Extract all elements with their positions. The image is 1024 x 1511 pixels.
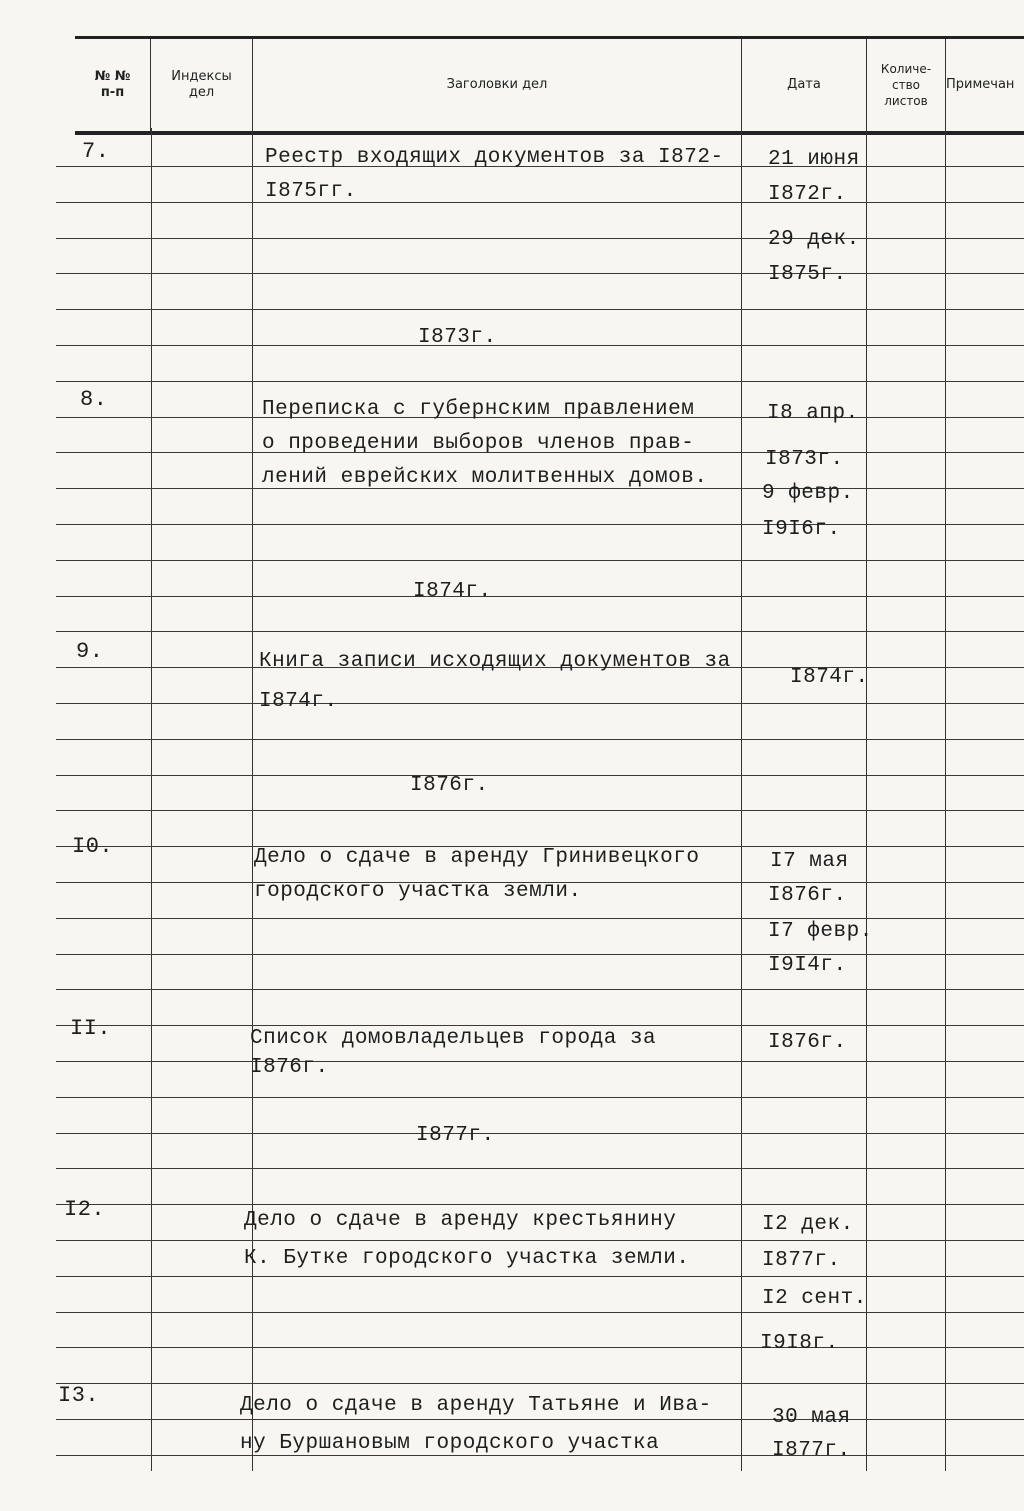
ruled-line — [56, 381, 1024, 382]
entry-date: 29 дек. — [768, 228, 860, 251]
header-index — [151, 39, 252, 131]
header-sheets-2: ство — [891, 78, 920, 92]
entry-date: I876г. — [768, 1031, 847, 1054]
entry-title-line: К. Бутке городского участка земли. — [244, 1247, 690, 1270]
ruled-line — [56, 345, 1024, 346]
table-header — [75, 36, 1024, 135]
ruled-line — [56, 1168, 1024, 1169]
entry-title-line: Дело о сдаче в аренду Татьяне и Ива- — [240, 1394, 712, 1417]
entry-number: 9. — [76, 639, 104, 664]
ruled-line — [56, 238, 1024, 239]
ruled-line — [56, 918, 1024, 919]
entry-date: I874г. — [790, 666, 869, 689]
header-sheets — [867, 39, 945, 131]
ruled-line — [56, 954, 1024, 955]
ruled-line — [56, 596, 1024, 597]
entry-date: 9 февр. — [762, 482, 854, 505]
header-sheets-1: Количе- — [880, 62, 932, 76]
year-divider: I877г. — [416, 1124, 495, 1147]
ruled-line — [56, 810, 1024, 811]
header-number — [75, 39, 150, 131]
ruled-line — [56, 524, 1024, 525]
header-notes-label: Примечан — [946, 77, 1015, 92]
ruled-line — [56, 775, 1024, 776]
entry-title-line: I876г. — [250, 1056, 329, 1079]
ruled-line — [56, 1204, 1024, 1205]
ruled-line — [56, 1097, 1024, 1098]
entry-date: I2 сент. — [762, 1287, 867, 1310]
entry-number: I2. — [64, 1197, 106, 1222]
column-divider — [741, 128, 742, 1471]
entry-date: I875г. — [768, 263, 847, 286]
ruled-line — [56, 1347, 1024, 1348]
header-index-sub: дел — [188, 85, 215, 100]
entry-date: I8 апр. — [767, 402, 859, 425]
ruled-line — [56, 1419, 1024, 1420]
header-notes — [946, 39, 1024, 131]
ruled-line — [56, 560, 1024, 561]
header-number-label: № № — [94, 69, 131, 84]
entry-date: 30 мая — [772, 1406, 851, 1429]
ruled-line — [56, 1025, 1024, 1026]
entry-date: 21 июня — [768, 148, 860, 171]
entry-date: I872г. — [768, 183, 847, 206]
column-divider — [866, 128, 867, 1471]
column-divider — [945, 128, 946, 1471]
entry-date: I7 февр. — [768, 920, 873, 943]
ruled-line — [56, 1133, 1024, 1134]
entry-date: I7 мая — [770, 850, 849, 873]
entry-date: I2 дек. — [762, 1213, 854, 1236]
ruled-line — [56, 1276, 1024, 1277]
entry-title-line: Дело о сдаче в аренду крестьянину — [244, 1209, 677, 1232]
entry-date: I877г. — [772, 1439, 851, 1462]
ruled-line — [56, 202, 1024, 203]
entry-date: I9I6г. — [762, 518, 841, 541]
ruled-line — [56, 309, 1024, 310]
entry-date: I877г. — [762, 1249, 841, 1272]
year-divider: I873г. — [418, 326, 497, 349]
entry-number: II. — [70, 1016, 112, 1041]
entry-number: 7. — [82, 139, 110, 164]
entry-title-line: Список домовладельцев города за — [250, 1027, 657, 1050]
entry-date: I876г. — [768, 884, 847, 907]
ruled-line — [56, 1383, 1024, 1384]
year-divider: I874г. — [413, 580, 492, 603]
entry-date: I9I4г. — [768, 954, 847, 977]
ruled-line — [56, 1061, 1024, 1062]
year-divider: I876г. — [410, 774, 489, 797]
entry-date: I9I8г. — [760, 1332, 839, 1355]
entry-number: 8. — [80, 387, 108, 412]
ruled-line — [56, 1312, 1024, 1313]
header-sheets-3: листов — [884, 94, 928, 108]
ruled-line — [56, 739, 1024, 740]
ruled-line — [56, 989, 1024, 990]
ruled-line — [56, 703, 1024, 704]
entry-title-line: лений еврейских молитвенных домов. — [262, 466, 708, 489]
header-date-label: Дата — [787, 77, 821, 92]
entry-title-line: Дело о сдаче в аренду Гринивецкого — [254, 846, 700, 869]
header-number-sub: п-п — [100, 85, 125, 100]
entry-number: I0. — [72, 834, 114, 859]
ruled-line — [56, 273, 1024, 274]
entry-title-line: Книга записи исходящих документов за — [259, 650, 731, 673]
entry-title-line: I874г. — [259, 690, 338, 713]
entry-title-line: городского участка земли. — [254, 880, 582, 903]
entry-number: I3. — [58, 1383, 100, 1408]
entry-date: I873г. — [765, 448, 844, 471]
entry-title-line: Переписка с губернским правлением — [262, 398, 695, 421]
header-date — [742, 39, 866, 131]
ruled-line — [56, 631, 1024, 632]
header-title — [253, 39, 741, 131]
entry-title-line: Реестр входящих документов за I872- — [265, 146, 724, 169]
header-title-label: Заголовки дел — [446, 77, 548, 92]
entry-title-line: I875гг. — [265, 180, 357, 203]
header-index-label: Индексы — [171, 69, 232, 84]
ruled-line — [56, 1240, 1024, 1241]
entry-title-line: о проведении выборов членов прав- — [262, 432, 695, 455]
column-divider — [151, 128, 152, 1471]
entry-title-line: ну Буршановым городского участка — [240, 1432, 660, 1455]
